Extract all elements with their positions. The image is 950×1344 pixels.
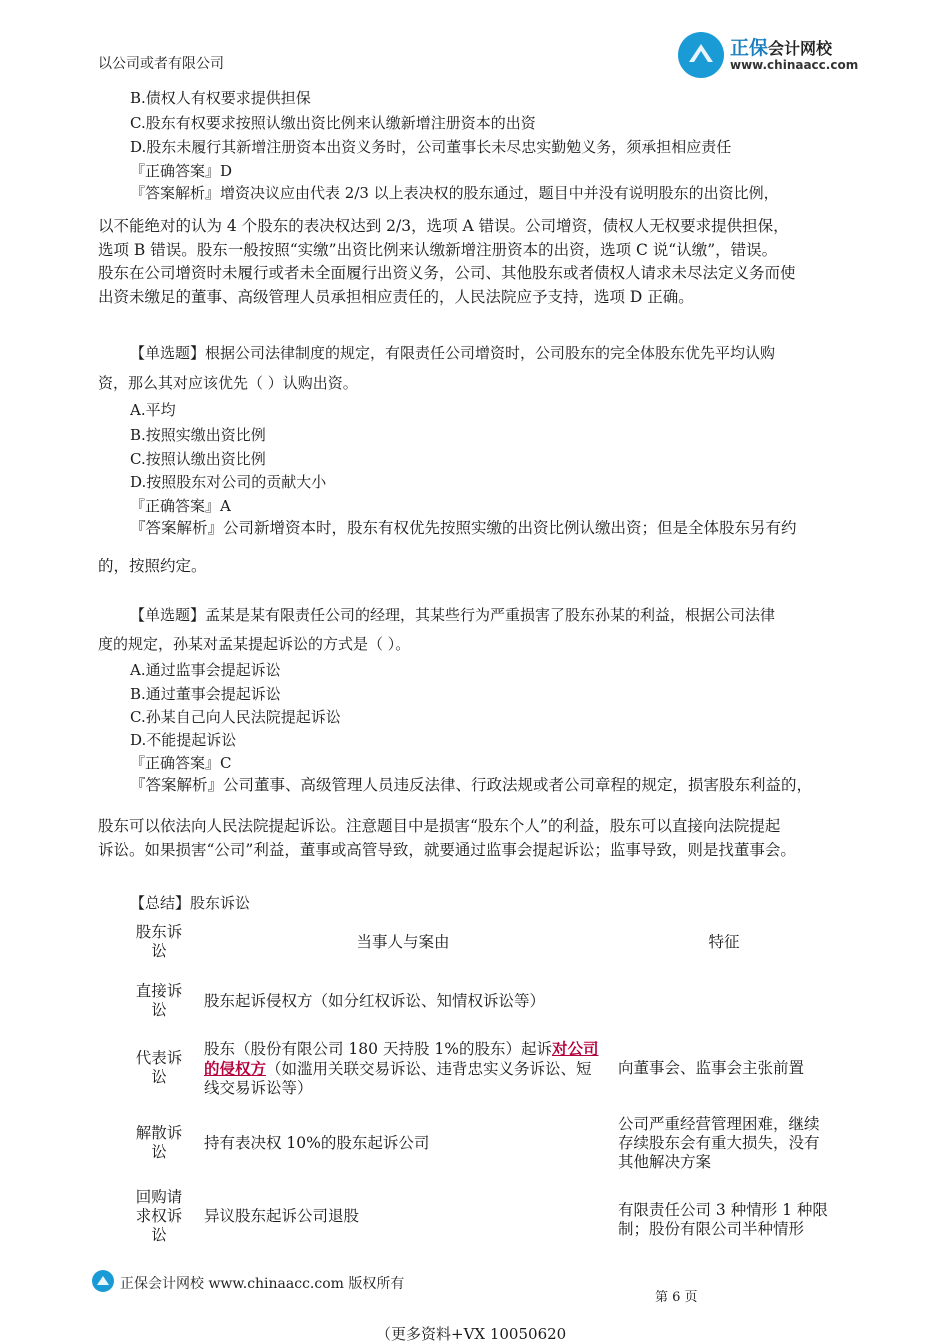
q2-option-c: C.按照认缴出资比例 xyxy=(130,450,266,468)
table-row xyxy=(130,1108,830,1178)
footer-logo-icon xyxy=(92,1270,114,1292)
q2-analysis-line-1: 『答案解析』公司新增资本时，股东有权优先按照实缴的出资比例认缴出资；但是全体股东另有约 xyxy=(130,519,797,537)
row-party: 股东起诉侵权方（如分红权诉讼、知情权诉讼等） xyxy=(204,992,546,1010)
row-type: 代表诉讼 xyxy=(135,1049,183,1086)
summary-title: 【总结】股东诉讼 xyxy=(130,894,251,912)
q1-analysis-line-2: 选项 B 错误。股东一般按照“实缴”出资比例来认缴新增注册资本的出资，选项 C 说“认缴”，错误。 xyxy=(98,241,778,259)
row-type: 解散诉讼 xyxy=(135,1124,183,1161)
q2-option-b: B.按照实缴出资比例 xyxy=(130,426,266,444)
row-party: 持有表决权 10%的股东起诉公司 xyxy=(204,1134,430,1152)
cut-off-line: 以公司或者有限公司 xyxy=(98,56,224,72)
footer-copyright: 正保会计网校 www.chinaacc.com 版权所有 xyxy=(120,1276,405,1292)
q1-analysis-line-4: 出资未缴足的董事、高级管理人员承担相应责任的，人民法院应予支持，选项 D 正确。 xyxy=(98,288,694,306)
row-feature: 向董事会、监事会主张前置 xyxy=(618,1058,805,1077)
q2-option-a: A.平均 xyxy=(130,401,176,419)
q3-analysis-line-3: 诉讼。如果损害“公司”利益，董事或高管导致，就要通过监事会提起诉讼；监事导致，则是找董事会。 xyxy=(98,841,796,859)
q3-analysis-line-1: 『答案解析』公司董事、高级管理人员违反法律、行政法规或者公司章程的规定，损害股东利益的， xyxy=(130,776,813,794)
q2-option-d: D.按照股东对公司的贡献大小 xyxy=(130,473,327,491)
table-row xyxy=(130,1178,830,1254)
logo-emblem-icon xyxy=(678,32,724,78)
header-cell-party: 当事人与案由 xyxy=(356,932,450,951)
q3-stem-line-1: 【单选题】孟某是某有限责任公司的经理，其某些行为严重损害了股东孙某的利益，根据公司法律 xyxy=(130,606,776,624)
q2-stem-line-2: 资，那么其对应该优先（ ）认购出资。 xyxy=(98,374,358,392)
page-number: 第 6 页 xyxy=(655,1290,698,1305)
q3-option-a: A.通过监事会提起诉讼 xyxy=(130,661,281,679)
header-cell-feature: 特征 xyxy=(708,932,740,951)
logo-url: www.chinaacc.com xyxy=(730,58,859,72)
row-feature: 公司严重经营管理困难，继续存续股东会有重大损失，没有其他解决方案 xyxy=(618,1114,820,1171)
q1-analysis-line-1: 以不能绝对的认为 4 个股东的表决权达到 2/3，选项 A 错误。公司增资，债权人无权要求提供担保， xyxy=(98,217,789,235)
q3-stem-line-2: 度的规定，孙某对孟某提起诉讼的方式是（ ）。 xyxy=(98,635,411,653)
logo-name: 正保会计网校 xyxy=(730,37,833,59)
q3-option-d: D.不能提起诉讼 xyxy=(130,731,237,749)
table-row xyxy=(130,974,830,1028)
table-row xyxy=(130,1028,830,1108)
q3-answer: 『正确答案』C xyxy=(130,754,232,772)
q1-option-b: B.债权人有权要求提供担保 xyxy=(130,89,311,107)
site-logo[interactable] xyxy=(678,30,868,80)
q1-option-c: C.股东有权要求按照认缴出资比例来认缴新增注册资本的出资 xyxy=(130,114,536,132)
q1-option-d: D.股东未履行其新增注册资本出资义务时，公司董事长未尽忠实勤勉义务，须承担相应责任 xyxy=(130,138,732,156)
row-feature: 有限责任公司 3 种情形 1 种限制；股份有限公司半种情形 xyxy=(618,1201,828,1238)
table-header-row xyxy=(130,910,830,974)
row-party: 异议股东起诉公司退股 xyxy=(204,1207,360,1225)
q3-option-c: C.孙某自己向人民法院提起诉讼 xyxy=(130,708,341,726)
footer-more: （更多资料+VX 10050620 xyxy=(376,1325,567,1343)
summary-table xyxy=(130,910,830,1254)
q1-analysis-partial: 『答案解析』增资决议应由代表 2/3 以上表决权的股东通过，题目中并没有说明股东的出资比例， xyxy=(130,184,779,202)
q3-option-b: B.通过董事会提起诉讼 xyxy=(130,685,281,703)
q3-analysis-line-2: 股东可以依法向人民法院提起诉讼。注意题目中是损害“股东个人”的利益，股东可以直接向法院提起 xyxy=(98,817,781,835)
q2-stem-line-1: 【单选题】根据公司法律制度的规定，有限责任公司增资时，公司股东的完全体股东优先平均认购 xyxy=(130,344,776,362)
q1-analysis-line-3: 股东在公司增资时未履行或者未全面履行出资义务，公司、其他股东或者债权人请求未尽法定义务而使 xyxy=(98,264,796,282)
header-cell-type: 股东诉讼 xyxy=(135,923,183,960)
q2-answer: 『正确答案』A xyxy=(130,497,231,515)
row-party: 股东（股份有限公司 180 天持股 1%的股东）起诉对公司的侵权方（如滥用关联交易诉讼、违背忠实义务诉讼、短线交易诉讼等） xyxy=(204,1038,599,1097)
row-type: 回购请求权诉讼 xyxy=(135,1187,183,1244)
q2-analysis-line-2: 的，按照约定。 xyxy=(98,557,207,575)
row-type: 直接诉讼 xyxy=(135,982,183,1019)
q1-answer: 『正确答案』D xyxy=(130,162,233,180)
row-feature xyxy=(602,974,830,1028)
